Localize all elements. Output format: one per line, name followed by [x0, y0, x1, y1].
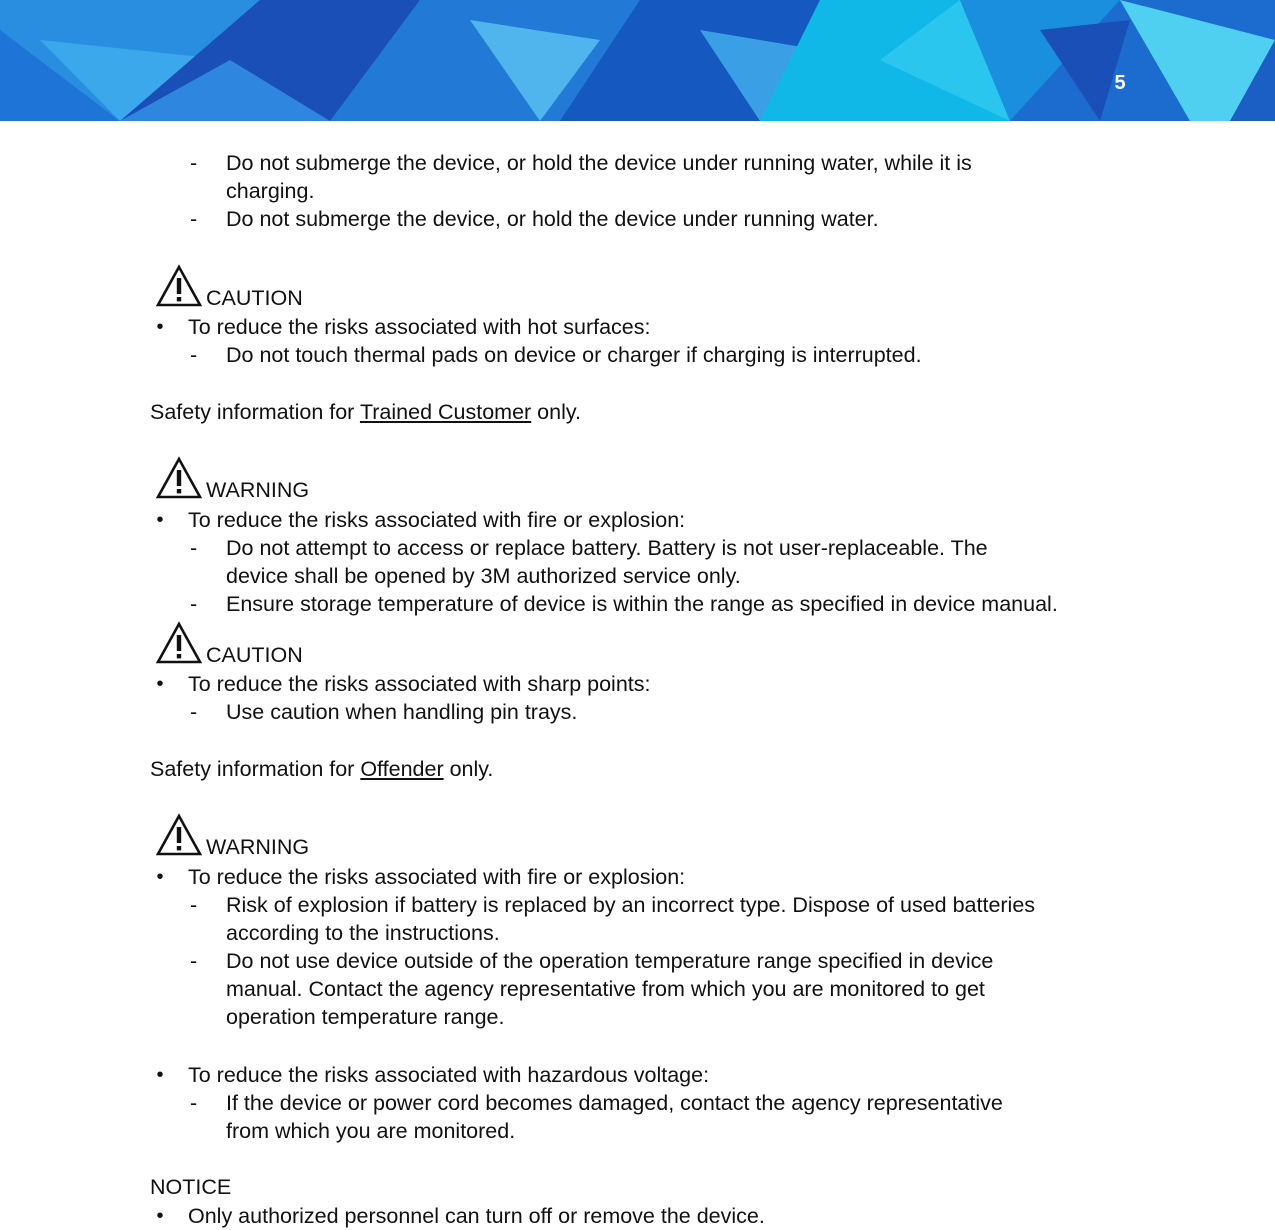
list-item-text: Do not submerge the device, or hold the device under running water.	[226, 207, 879, 231]
list-item-text: Use caution when handling pin trays.	[226, 700, 578, 724]
caution-label: CAUTION	[206, 286, 303, 310]
notice-heading: NOTICE	[150, 1175, 232, 1199]
list-item-text: If the device or power cord becomes damaged, contact the agency representative	[226, 1091, 1003, 1115]
bullet-text: To reduce the risks associated with fire or explosion:	[188, 508, 686, 532]
section-intro-suffix: only.	[443, 757, 494, 781]
bullet-text: To reduce the risks associated with hot surfaces:	[188, 315, 651, 339]
list-item-text: according to the instructions.	[226, 921, 500, 945]
warning-triangle-icon	[155, 264, 203, 308]
warning-label: WARNING	[206, 478, 310, 502]
dash-marker: -	[190, 949, 198, 973]
offender-link[interactable]: Offender	[360, 757, 444, 781]
warning-triangle-icon	[155, 621, 203, 665]
bullet-marker: •	[156, 673, 164, 695]
bullet-text: To reduce the risks associated with sharp points:	[188, 672, 651, 696]
list-item-text: from which you are monitored.	[226, 1119, 516, 1143]
warning-triangle-icon	[155, 456, 203, 500]
dash-marker: -	[190, 700, 198, 724]
bullet-text: To reduce the risks associated with fire or explosion:	[188, 865, 686, 889]
dash-marker: -	[190, 592, 198, 616]
bullet-marker: •	[156, 1205, 164, 1227]
list-item-text: device shall be opened by 3M authorized service only.	[226, 564, 741, 588]
caution-label: CAUTION	[206, 643, 303, 667]
list-item-text: Do not use device outside of the operation temperature range specified in device	[226, 949, 994, 973]
list-item-text: charging.	[226, 179, 315, 203]
bullet-text: Only authorized personnel can turn off or remove the device.	[188, 1204, 765, 1228]
warning-triangle-icon	[155, 813, 203, 857]
warning-label: WARNING	[206, 835, 310, 859]
dash-marker: -	[190, 1091, 198, 1115]
list-item-text: operation temperature range.	[226, 1005, 505, 1029]
section-intro-prefix: Safety information for	[150, 400, 360, 424]
list-item-text: Ensure storage temperature of device is within the range as specified in device manual.	[226, 592, 1058, 616]
list-item-text: manual. Contact the agency representative from which you are monitored to get	[226, 977, 985, 1001]
section-intro-suffix: only.	[531, 400, 581, 424]
dash-marker: -	[190, 343, 198, 367]
list-item-text: Do not attempt to access or replace battery. Battery is not user-replaceable. The	[226, 536, 988, 560]
dash-marker: -	[190, 536, 198, 560]
bullet-marker: •	[156, 509, 164, 531]
page-number: 5	[1114, 72, 1126, 94]
section-intro-offender	[150, 755, 493, 783]
section-intro-trained	[150, 398, 581, 426]
list-item-text: Do not submerge the device, or hold the device under running water, while it is	[226, 151, 972, 175]
bullet-marker: •	[156, 1064, 164, 1086]
dash-marker: -	[190, 207, 198, 231]
section-intro-prefix: Safety information for	[150, 757, 361, 781]
bullet-text: To reduce the risks associated with hazardous voltage:	[188, 1063, 710, 1087]
bullet-marker: •	[156, 316, 164, 338]
list-item-text: Do not touch thermal pads on device or charger if charging is interrupted.	[226, 343, 922, 367]
dash-marker: -	[190, 893, 198, 917]
trained-customer-link[interactable]: Trained Customer	[359, 400, 532, 424]
list-item-text: Risk of explosion if battery is replaced by an incorrect type. Dispose of used batteries	[226, 893, 1036, 917]
bullet-marker: •	[156, 866, 164, 888]
dash-marker: -	[190, 151, 198, 175]
